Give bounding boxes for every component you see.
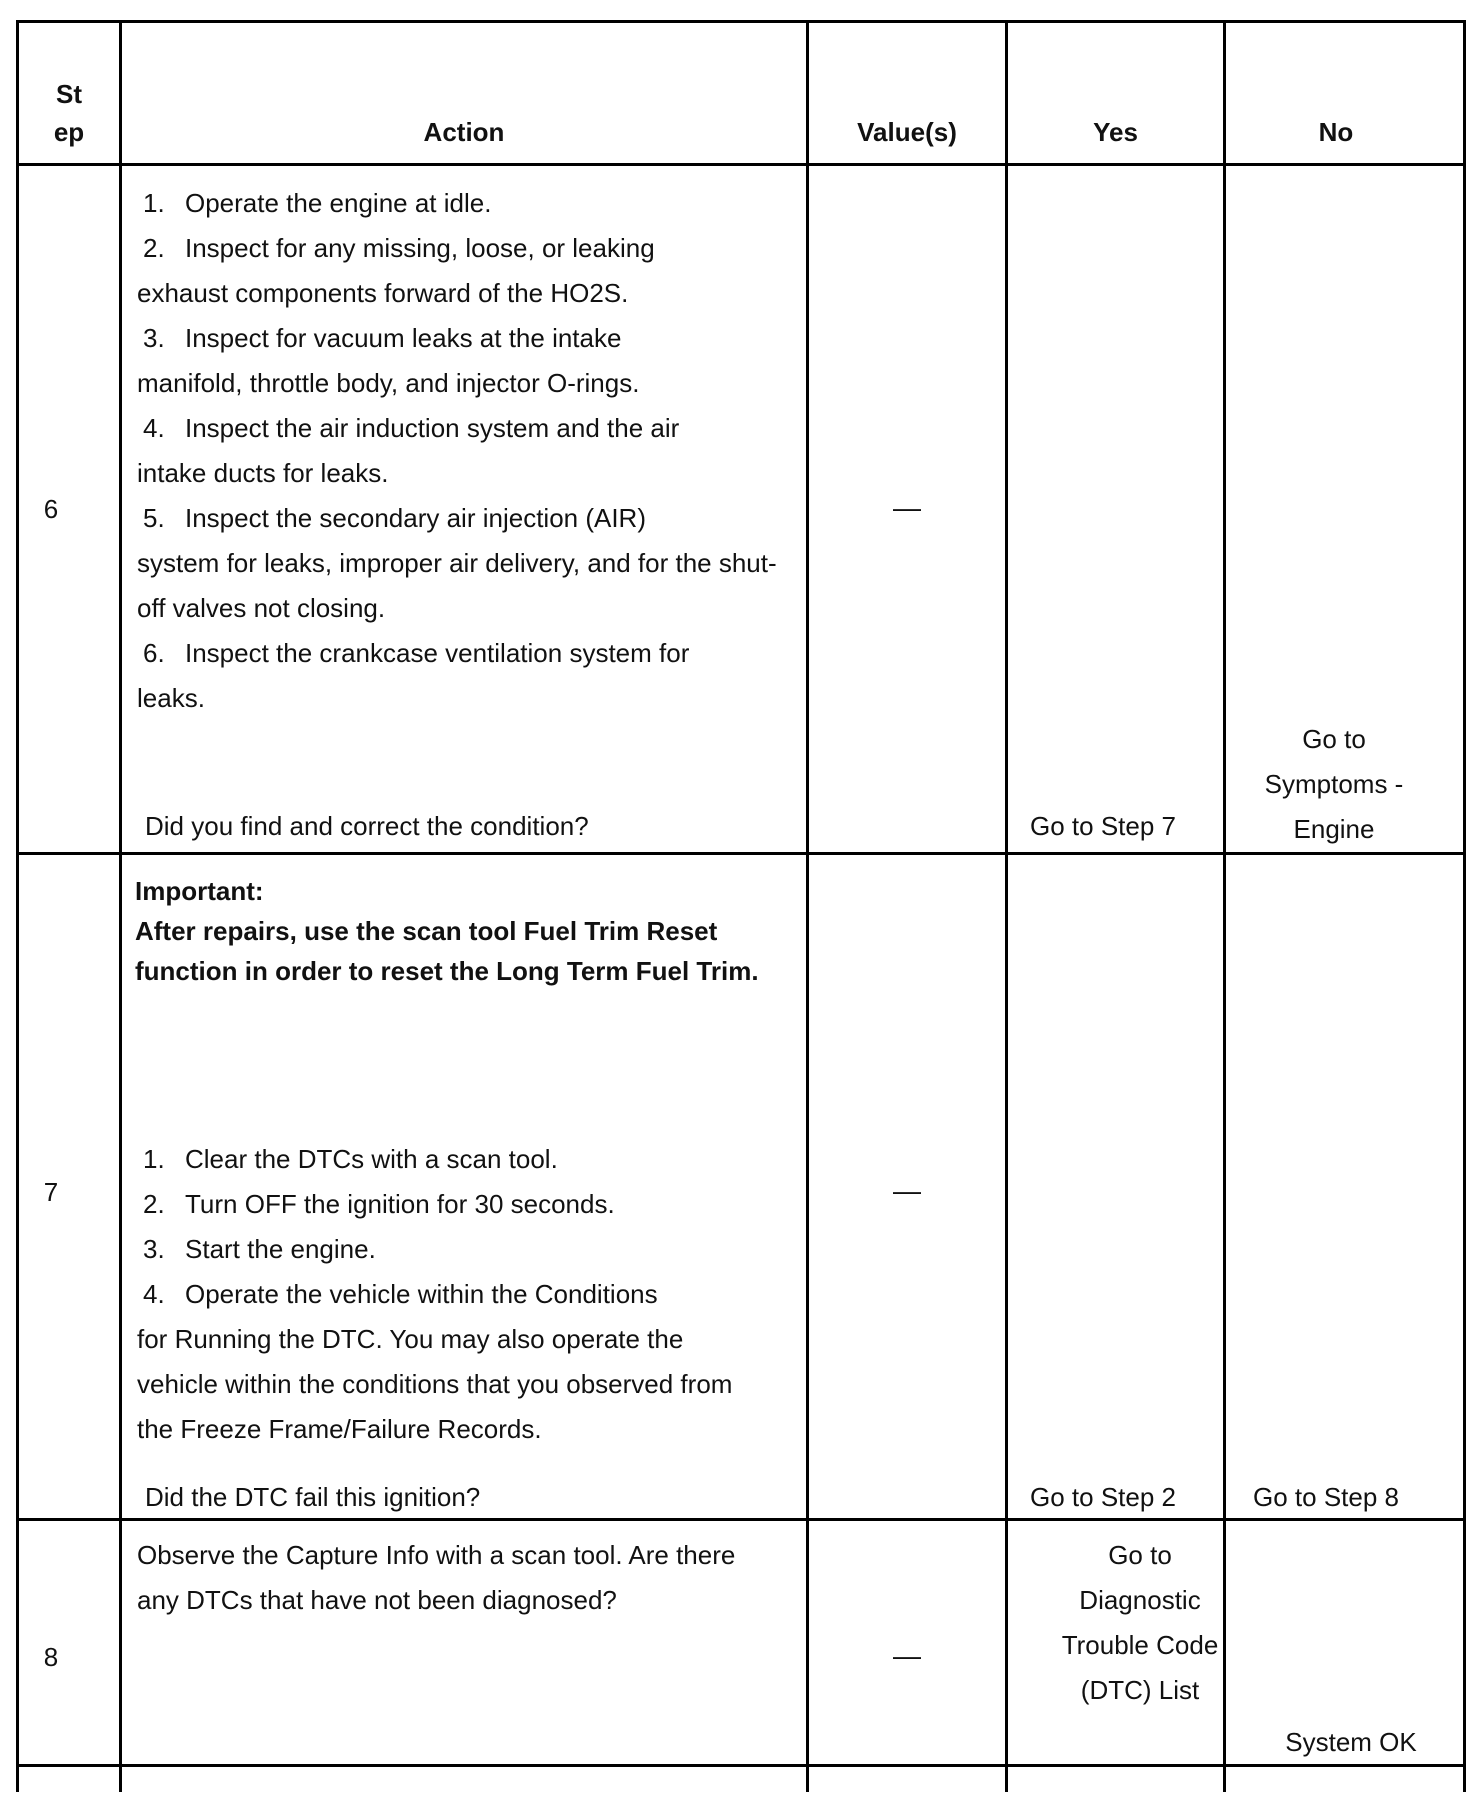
list-item: 2. Inspect for any missing, loose, or leaking exhaust components forward of the HO2S. <box>137 233 655 308</box>
list-item: 3. Inspect for vacuum leaks at the intake manifold, throttle body, and injector O-rings. <box>137 323 640 398</box>
list-item: 1. Operate the engine at idle. <box>143 188 492 218</box>
value-cell: — <box>893 492 921 523</box>
diagnostic-table <box>16 20 1466 1792</box>
list-item: 3. Start the engine. <box>143 1234 376 1264</box>
step-number: 7 <box>43 1177 59 1207</box>
important-text: After repairs, use the scan tool Fuel Trim Reset function in order to reset the Long Term Fuel Trim. <box>135 916 759 986</box>
no-cell: Go to Symptoms - Engine <box>1264 724 1404 844</box>
yes-cell: Go to Diagnostic Trouble Code (DTC) List <box>1061 1540 1219 1705</box>
step-list <box>137 1137 797 1452</box>
column-divider <box>806 23 809 1792</box>
row-divider <box>19 1518 1463 1521</box>
yes-cell: Go to Step 2 <box>1030 1482 1176 1512</box>
header-action: Action <box>423 117 505 147</box>
header-step <box>19 75 119 151</box>
step-list <box>137 181 797 721</box>
no-cell: System OK <box>1285 1727 1417 1757</box>
list-item: 4. Inspect the air induction system and the air intake ducts for leaks. <box>137 413 680 488</box>
important-note <box>135 871 795 991</box>
action-question: Did the DTC fail this ignition? <box>145 1482 481 1512</box>
action-question: Did you find and correct the condition? <box>145 811 589 841</box>
value-cell: — <box>893 1640 921 1671</box>
important-label: Important: <box>135 876 264 906</box>
row-divider <box>19 852 1463 855</box>
column-divider <box>119 23 122 1792</box>
yes-cell: Go to Step 7 <box>1030 811 1176 841</box>
header-step-line2: ep <box>53 117 85 147</box>
column-divider <box>1005 23 1008 1792</box>
column-divider <box>1223 23 1226 1792</box>
list-item: 5. Inspect the secondary air injection (AIR) system for leaks, improper air delivery, and for the shut-off valves not closing. <box>137 503 777 623</box>
action-steps <box>137 181 797 721</box>
action-steps <box>137 1137 797 1452</box>
step-number: 8 <box>43 1642 59 1672</box>
header-values: Value(s) <box>857 117 957 147</box>
no-cell: Go to Step 8 <box>1253 1482 1399 1512</box>
action-text: Observe the Capture Info with a scan tool. Are there any DTCs that have not been diagnosed? <box>137 1540 736 1615</box>
row-divider <box>19 163 1463 166</box>
header-yes: Yes <box>1093 117 1138 147</box>
list-item: 4. Operate the vehicle within the Conditions for Running the DTC. You may also operate the vehicle within the conditions that you observed from the Freeze Frame/Failure Records. <box>137 1279 733 1444</box>
list-item: 6. Inspect the crankcase ventilation system for leaks. <box>137 638 690 713</box>
list-item: 2. Turn OFF the ignition for 30 seconds. <box>143 1189 615 1219</box>
row-divider <box>19 1764 1463 1767</box>
header-no: No <box>1318 117 1354 147</box>
header-step-line1: St <box>56 79 82 109</box>
step-number: 6 <box>43 494 59 524</box>
value-cell: — <box>893 1175 921 1206</box>
list-item: 1. Clear the DTCs with a scan tool. <box>143 1144 558 1174</box>
